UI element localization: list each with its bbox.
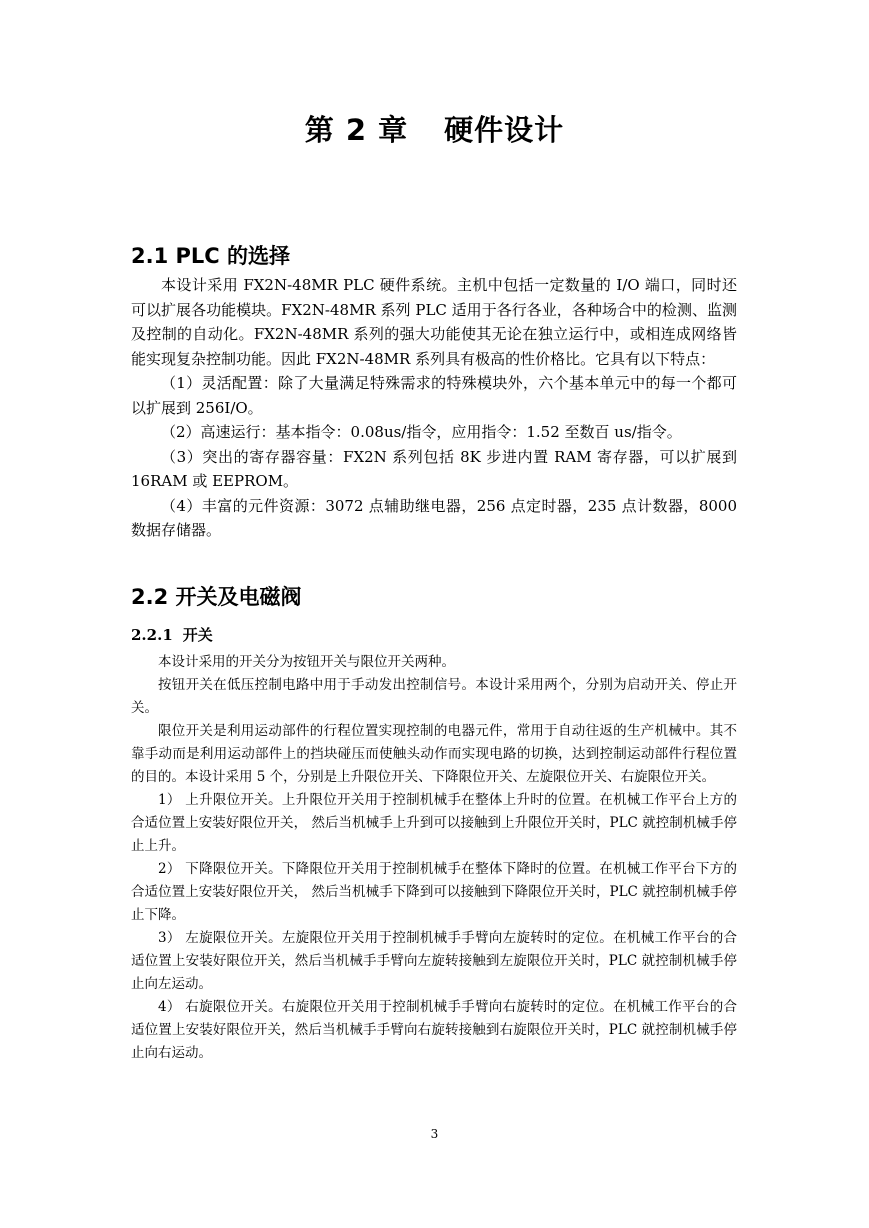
paragraph: 2） 下降限位开关。下降限位开关用于控制机械手在整体下降时的位置。在机械工作平台下方的合适位置上安装好限位开关， 然后当机械手下降到可以接触到下降限位开关时，PLC 就控制机械手停止下降。 bbox=[131, 861, 737, 923]
section-2-1-body bbox=[131, 273, 737, 543]
subsection-number: 2.2.1 bbox=[131, 626, 173, 644]
chapter-name: 硬件设计 bbox=[444, 113, 565, 147]
chapter-number: 第 2 章 bbox=[304, 113, 409, 147]
subsection-heading-2-2-1 bbox=[131, 624, 213, 645]
paragraph: 限位开关是利用运动部件的行程位置实现控制的电器元件，常用于自动往返的生产机械中。其不靠手动而是利用运动部件上的挡块碰压而使触头动作而实现电路的切换，达到控制运动部件行程位置的目的。本设计采用 5 个，分别是上升限位开关、下降限位开关、左旋限位开关、右旋限位开关。 bbox=[131, 723, 737, 785]
paragraph: 本设计采用 FX2N-48MR PLC 硬件系统。主机中包括一定数量的 I/O 端口，同时还可以扩展各功能模块。FX2N-48MR 系列 PLC 适用于各行各业，各种场合中的检测、监测及控制的自动化。FX2N-48MR 系列的强大功能使其无论在独立运行中，或相连成网络皆能实现复杂控制功能。因此 FX2N-48MR 系列具有极高的性价格比。它具有以下特点： bbox=[131, 276, 737, 368]
paragraph: 1） 上升限位开关。上升限位开关用于控制机械手在整体上升时的位置。在机械工作平台上方的合适位置上安装好限位开关， 然后当机械手上升到可以接触到上升限位开关时，PLC 就控制机械手停止上升。 bbox=[131, 792, 737, 854]
paragraph: 按钮开关在低压控制电路中用于手动发出控制信号。本设计采用两个，分别为启动开关、停止开关。 bbox=[131, 677, 737, 716]
section-heading-2-1: 2.1 PLC 的选择 bbox=[131, 244, 291, 268]
paragraph: 3） 左旋限位开关。左旋限位开关用于控制机械手手臂向左旋转时的定位。在机械工作平台的合适位置上安装好限位开关，然后当机械手手臂向左旋转接触到左旋限位开关时，PLC 就控制机械手停止向左运动。 bbox=[131, 930, 737, 992]
section-2-2-1-body bbox=[131, 651, 737, 1065]
paragraph: （3）突出的寄存器容量：FX2N 系列包括 8K 步进内置 RAM 寄存器，可以扩展到 16RAM 或 EEPROM。 bbox=[131, 447, 737, 490]
page-number: 3 bbox=[430, 1127, 439, 1141]
paragraph: （2）高速运行：基本指令：0.08us/指令，应用指令：1.52 至数百 us/指令。 bbox=[161, 423, 682, 441]
paragraph: 4） 右旋限位开关。右旋限位开关用于控制机械手手臂向右旋转时的定位。在机械工作平台的合适位置上安装好限位开关，然后当机械手手臂向右旋转接触到右旋限位开关时，PLC 就控制机械手停止向右运动。 bbox=[131, 999, 737, 1061]
paragraph: （4）丰富的元件资源：3072 点辅助继电器，256 点定时器，235 点计数器，8000 数据存储器。 bbox=[131, 496, 737, 539]
section-heading-2-2: 2.2 开关及电磁阀 bbox=[131, 585, 302, 609]
subsection-title: 开关 bbox=[182, 626, 213, 644]
paragraph: 本设计采用的开关分为按钮开关与限位开关两种。 bbox=[158, 654, 455, 670]
paragraph: （1）灵活配置：除了大量满足特殊需求的特殊模块外，六个基本单元中的每一个都可以扩展到 256I/O。 bbox=[131, 374, 737, 417]
chapter-title bbox=[0, 108, 869, 149]
